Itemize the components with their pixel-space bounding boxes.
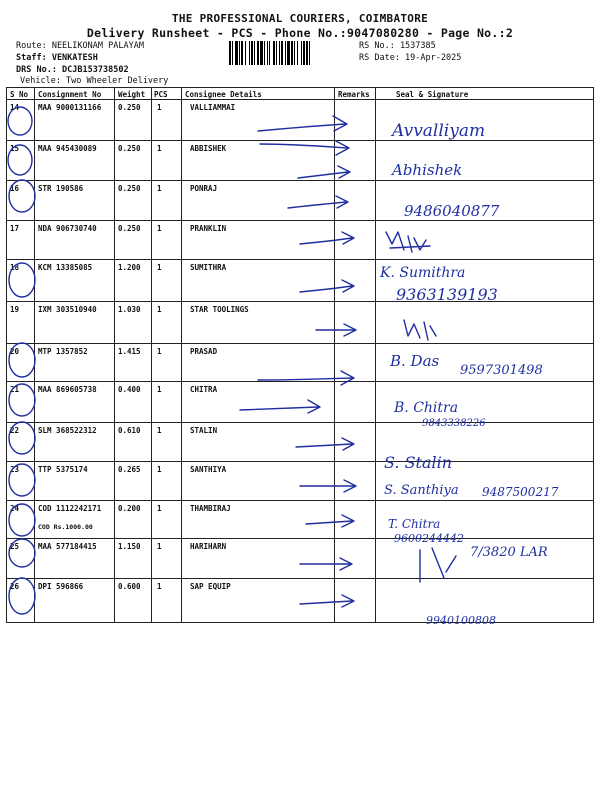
signature: B. Das [390,352,440,370]
row-sno: 22 [10,426,20,435]
phone-note: 9843338226 [422,418,486,429]
row-sno: 21 [10,385,20,394]
row-pcs: 1 [157,504,162,513]
row-pcs: 1 [157,542,162,551]
signature: Abhishek [392,161,463,179]
company-title: THE PROFESSIONAL COURIERS, COIMBATORE [171,12,429,25]
row-pcs: 1 [157,582,162,591]
row-weight: 0.600 [118,582,141,591]
row-weight: 0.400 [118,385,141,394]
barcode [229,41,354,65]
phone-note: 9486040877 [404,202,500,220]
row-pcs: 1 [157,385,162,394]
row-consignment-no: MAA 9000131166 [38,103,102,112]
row-sno: 16 [10,184,20,193]
row-consignment-no: MAA 869605738 [38,385,97,394]
signature: Avvalliyam [392,121,486,141]
row-weight: 0.610 [118,426,141,435]
row-consignee: PRASAD [190,347,218,356]
signature: 7/3820 LAR [470,545,548,560]
signature: B. Chitra [394,400,459,416]
row-consignee: ABBISHEK [190,144,227,153]
row-sno: 20 [10,347,20,356]
vehicle-info: Vehicle: Two Wheeler Delivery [20,76,169,86]
row-consignment-no: KCM 13385085 [38,263,93,272]
row-weight: 1.415 [118,347,141,356]
row-consignee: SAP EQUIP [190,582,231,591]
row-sno: 19 [10,305,20,314]
row-consignee: VALLIAMMAI [190,103,236,112]
row-consignment-no: NDA 906730740 [38,224,97,233]
phone-note: 9600244442 [394,532,464,545]
rs-number: RS No.: 1537385 [359,41,436,51]
row-consignment-no: MAA 577184415 [38,542,97,551]
header-seal-signature: Seal & Signature [396,90,469,99]
row-weight: 1.030 [118,305,141,314]
row-sno: 14 [10,103,20,112]
row-pcs: 1 [157,347,162,356]
row-consignment-no: TTP 5375174 [38,465,88,474]
row-consignment-no: SLM 368522312 [38,426,97,435]
cod-amount: COD Rs.1000.00 [38,523,93,531]
row-sno: 17 [10,224,20,233]
row-pcs: 1 [157,103,162,112]
phone-note: 9487500217 [482,485,559,499]
staff-info: Staff: VENKATESH [16,53,98,63]
phone-note: 9597301498 [460,363,543,378]
row-pcs: 1 [157,144,162,153]
header-remarks: Remarks [338,90,370,99]
drs-number: DRS No.: DCJB153738502 [16,65,129,75]
row-sno: 18 [10,263,20,272]
phone-note: 9363139193 [396,285,498,304]
row-consignment-no: IXM 303510940 [38,305,97,314]
row-sno: 25 [10,542,20,551]
header-pcs: PCS [154,90,168,99]
signature: S. Santhiya [384,483,459,498]
row-pcs: 1 [157,224,162,233]
phone-note: 9940100808 [426,614,496,627]
row-consignee: STAR TOOLINGS [190,305,249,314]
row-weight: 0.250 [118,103,141,112]
row-weight: 0.265 [118,465,141,474]
row-consignee: CHITRA [190,385,218,394]
row-consignment-no: COD 1112242171 [38,504,102,513]
row-consignee: THAMBIRAJ [190,504,231,513]
header-consignee: Consignee Details [185,90,262,99]
header-weight: Weight [118,90,146,99]
header-sno: S No [10,90,29,99]
signature: K. Sumithra [380,265,466,281]
row-consignee: STALIN [190,426,218,435]
row-sno: 26 [10,582,20,591]
row-consignment-no: MAA 945430089 [38,144,97,153]
row-consignee: PONRAJ [190,184,218,193]
row-consignee: SANTHIYA [190,465,227,474]
header-consignment: Consignment No [38,90,102,99]
row-pcs: 1 [157,465,162,474]
row-weight: 0.250 [118,224,141,233]
row-pcs: 1 [157,426,162,435]
row-sno: 15 [10,144,20,153]
row-consignee: SUMITHRA [190,263,227,272]
signature: T. Chitra [388,517,441,531]
runsheet-subtitle: Delivery Runsheet - PCS - Phone No.:9047080280 - Page No.:2 [86,26,514,40]
row-pcs: 1 [157,184,162,193]
row-pcs: 1 [157,263,162,272]
row-consignee: PRANKLIN [190,224,227,233]
row-weight: 0.200 [118,504,141,513]
row-weight: 0.250 [118,144,141,153]
row-weight: 1.200 [118,263,141,272]
row-consignee: HARIHARN [190,542,227,551]
row-consignment-no: DPI 596866 [38,582,84,591]
row-consignment-no: MTP 1357852 [38,347,88,356]
row-sno: 23 [10,465,20,474]
row-pcs: 1 [157,305,162,314]
row-weight: 1.150 [118,542,141,551]
row-sno: 24 [10,504,20,513]
rs-date: RS Date: 19-Apr-2025 [359,53,462,63]
row-weight: 0.250 [118,184,141,193]
row-consignment-no: STR 190586 [38,184,84,193]
route-info: Route: NEELIKONAM PALAYAM [16,41,144,51]
signature: S. Stalin [384,453,453,472]
